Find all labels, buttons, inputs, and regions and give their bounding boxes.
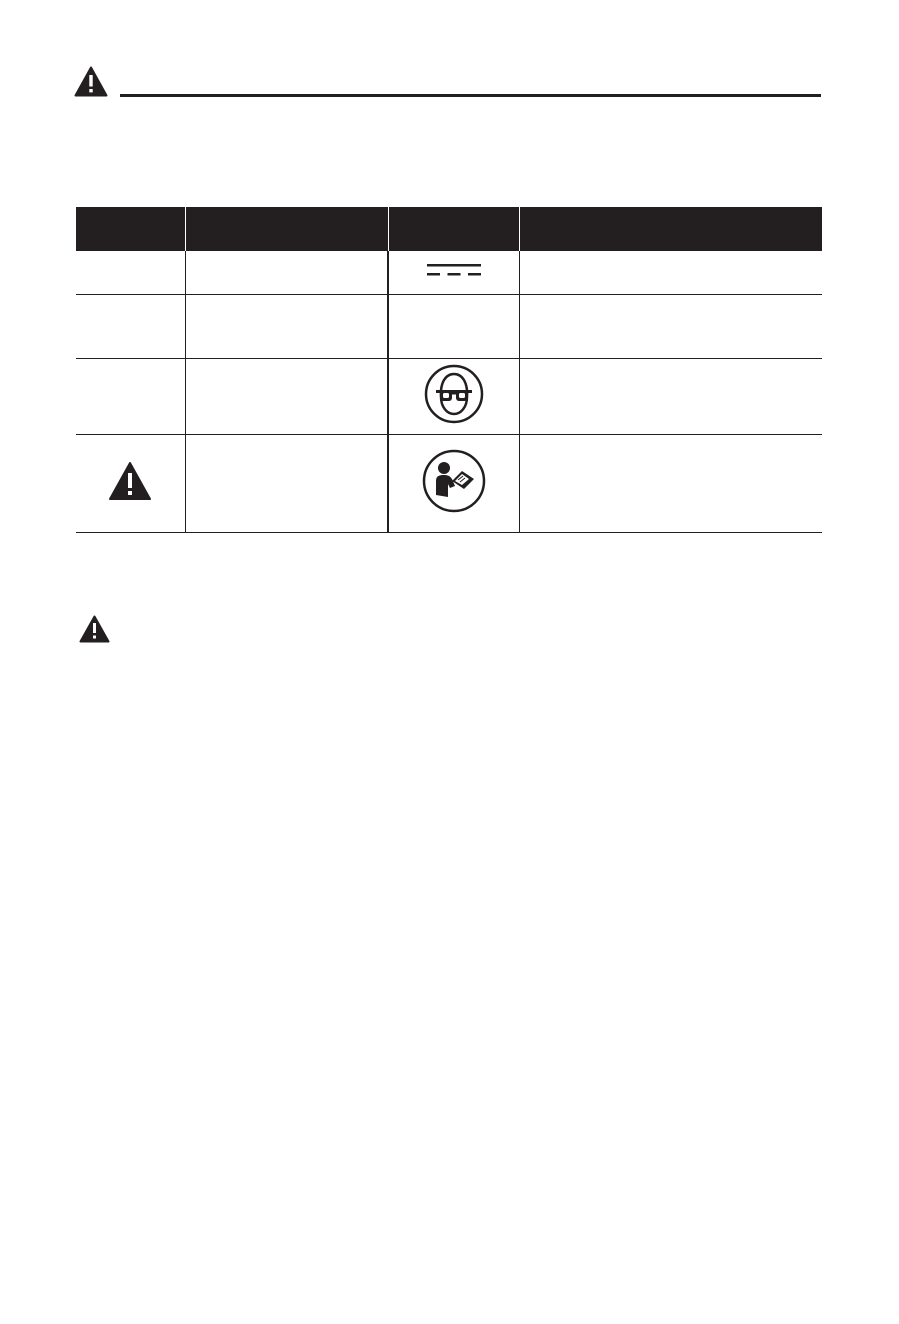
warning-triangle-icon <box>74 66 108 97</box>
table-cell-alert <box>76 435 185 533</box>
table-row <box>76 359 822 435</box>
table-cell <box>519 251 822 295</box>
table-cell <box>76 295 185 359</box>
table-row <box>76 251 822 295</box>
direct-current-icon <box>426 262 482 278</box>
table-cell <box>76 359 185 435</box>
header-cell-explanation <box>519 207 822 251</box>
table-cell-symbol <box>388 251 519 295</box>
table-cell <box>185 251 388 295</box>
table-cell <box>76 251 185 295</box>
table-cell <box>519 295 822 359</box>
table-cell <box>519 435 822 533</box>
table-cell <box>519 359 822 435</box>
table-row <box>76 295 822 359</box>
table-row <box>76 435 822 533</box>
warning-header <box>74 66 821 100</box>
read-manual-icon <box>422 449 486 513</box>
table-cell <box>185 359 388 435</box>
symbols-table <box>76 207 822 533</box>
table-cell-symbol <box>388 295 519 359</box>
table-cell <box>185 295 388 359</box>
warning-triangle-icon <box>79 615 110 643</box>
warning-triangle-icon <box>108 461 152 501</box>
table-cell-symbol <box>388 359 519 435</box>
header-rule <box>120 94 821 97</box>
table-header-row <box>76 207 822 251</box>
table-cell <box>185 435 388 533</box>
header-cell-symbol <box>76 207 185 251</box>
header-cell-designation <box>388 207 519 251</box>
wear-eye-protection-icon <box>424 364 484 424</box>
header-cell-name <box>185 207 388 251</box>
table-cell-symbol <box>388 435 519 533</box>
